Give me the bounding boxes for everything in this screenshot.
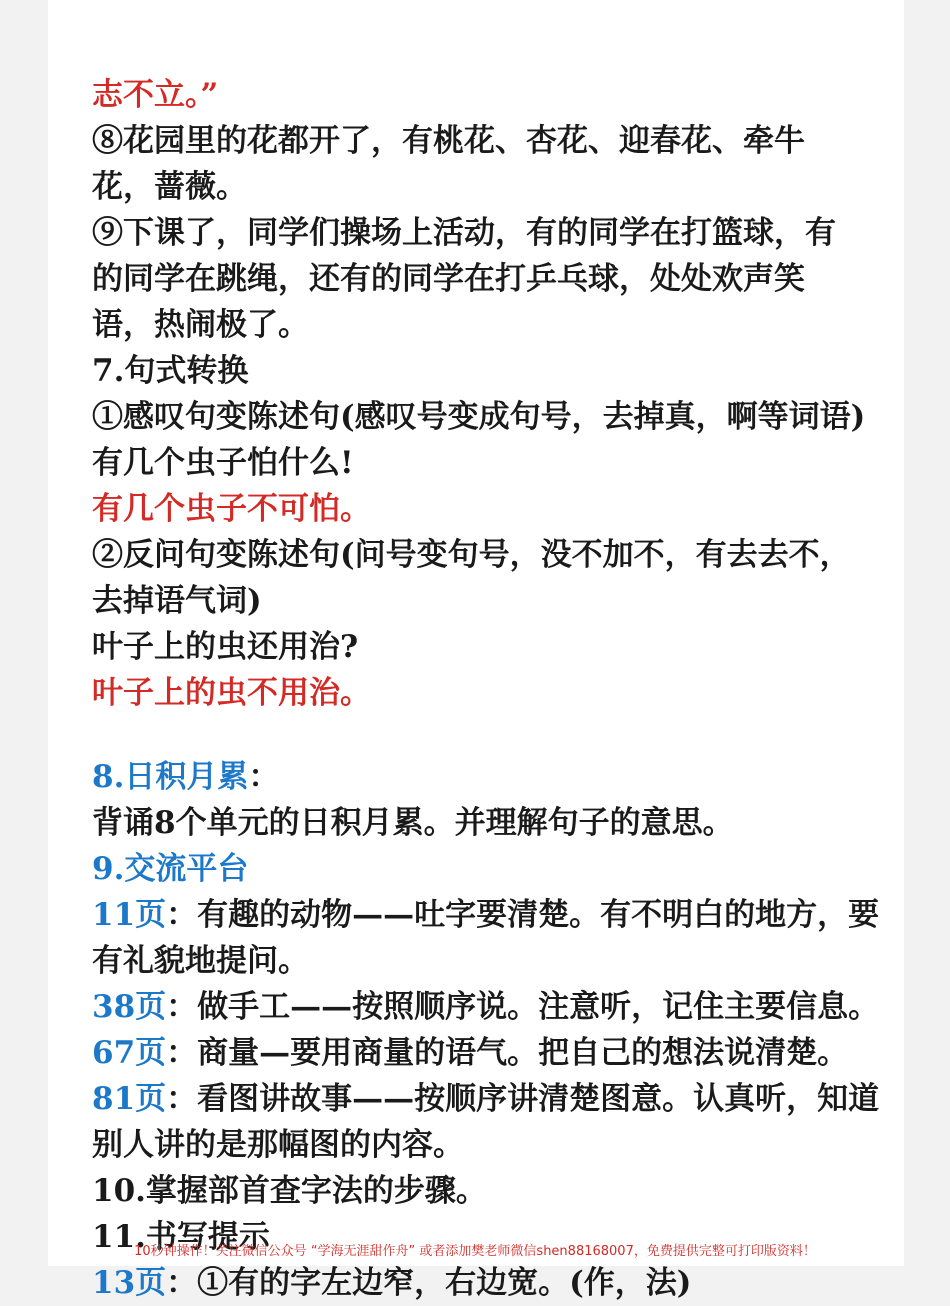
document-content [92, 72, 882, 1306]
example-9-line2: 的同学在跳绳，还有的同学在打乒乓球，处处欢声笑 [92, 261, 805, 297]
section-9-heading: 9.交流平台 [92, 851, 249, 887]
rule-2-answer: 叶子上的虫不用治。 [92, 675, 371, 711]
rule-2-text-line1: ②反问句变陈述句(问号变句号，没不加不，有去去不， [92, 537, 851, 573]
page-81-text: ：看图讲故事——按顺序讲清楚图意。认真听，知道 [166, 1081, 880, 1117]
example-8-line2: 花，蔷薇。 [92, 169, 247, 205]
page-11-line1 [92, 892, 882, 938]
page-81-line1 [92, 1076, 882, 1122]
rule-2-example: 叶子上的虫还用治? [92, 629, 359, 665]
quote-ending: 志不立。” [92, 77, 219, 113]
page-81-line2: 别人讲的是那幅图的内容。 [92, 1127, 464, 1163]
section-8-title: 8.日积月累 [92, 759, 249, 795]
page-11-label: 11页 [92, 897, 167, 933]
section-8-heading [92, 754, 882, 800]
section-10-heading: 10.掌握部首查字法的步骤。 [92, 1173, 487, 1209]
example-9-line1: ⑨下课了，同学们操场上活动，有的同学在打篮球，有 [92, 215, 836, 251]
page-81-label: 81页 [92, 1081, 167, 1117]
section-8-text: 背诵8个单元的日积月累。并理解句子的意思。 [92, 805, 734, 841]
page-38-line [92, 984, 882, 1030]
section-7-heading: 7.句式转换 [92, 353, 249, 389]
page-38-text: ：做手工——按照顺序说。注意听，记住主要信息。 [166, 989, 880, 1025]
page-67-line [92, 1030, 882, 1076]
example-9-line3: 语，热闹极了。 [92, 307, 309, 343]
section-8-colon: ： [248, 759, 280, 795]
rule-1-text: ①感叹句变陈述句(感叹号变成句号，去掉真，啊等词语) [92, 399, 866, 435]
page-13-text: ：①有的字左边窄，右边宽。(作，法) [166, 1265, 692, 1301]
page-13-line [92, 1260, 882, 1306]
rule-2-text-line2: 去掉语气词) [92, 583, 262, 619]
page-67-text: ：商量—要用商量的语气。把自己的想法说清楚。 [166, 1035, 849, 1071]
rule-1-answer: 有几个虫子不可怕。 [92, 491, 371, 527]
section-11-heading: 11.书写提示 [92, 1219, 270, 1255]
page-13-label: 13页 [92, 1265, 167, 1301]
page-38-label: 38页 [92, 989, 167, 1025]
page-11-line2: 有礼貌地提问。 [92, 943, 309, 979]
page-11-text: ：有趣的动物——吐字要清楚。有不明白的地方，要 [166, 897, 880, 933]
spacer [92, 716, 882, 754]
rule-1-example: 有几个虫子怕什么! [92, 445, 354, 481]
example-8-line1: ⑧花园里的花都开了，有桃花、杏花、迎春花、牵牛 [92, 123, 805, 159]
footer-notice: 10秒钟操作！关注微信公众号 “学海无涯甜作舟” 或者添加樊老师微信shen88168007，免费提供完整可打印版资料！ [134, 1244, 816, 1259]
document-page [48, 0, 904, 1301]
page-67-label: 67页 [92, 1035, 167, 1071]
